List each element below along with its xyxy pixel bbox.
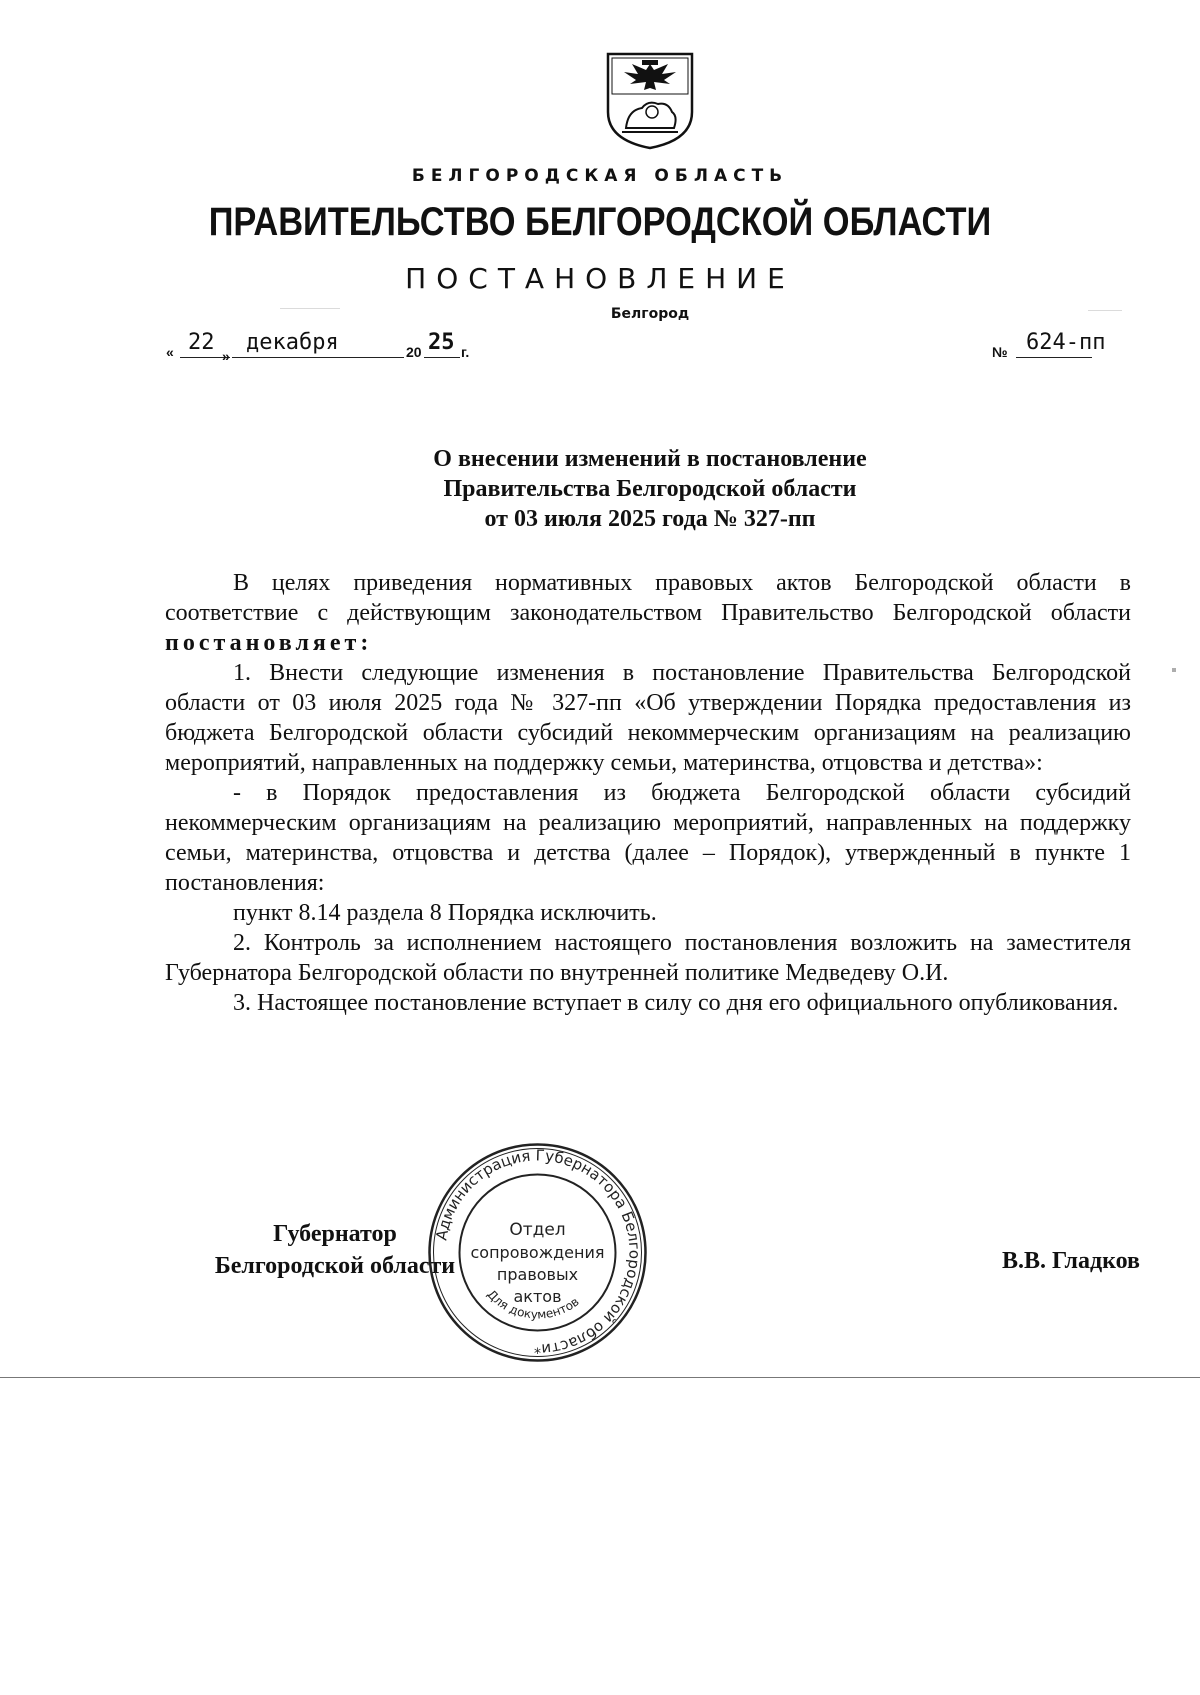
decrees-word: постановляет: [165, 630, 373, 656]
scan-artifact [1088, 310, 1122, 311]
stamp-center-line: Отдел [509, 1220, 566, 1240]
close-quote: » [222, 348, 230, 364]
date-year: 25 [428, 330, 455, 355]
document-body [165, 568, 1131, 1018]
position-line: Белгородской области [214, 1253, 456, 1279]
stamp-center-line: правовых [496, 1265, 579, 1284]
city-name: Белгород [610, 306, 690, 322]
preamble-text: В целях приведения нормативных правовых актов Белгородской области в соответствие с действующим законодательством Правительство Белгородской области [165, 570, 1131, 626]
stamp-ring-text: Администрация Губернатора Белгородской области [432, 1146, 644, 1359]
scan-artifact [280, 308, 340, 309]
title-line: от 03 июля 2025 года № 327-пп [484, 506, 816, 532]
region-name: БЕЛГОРОДСКАЯ ОБЛАСТЬ [411, 166, 789, 186]
title-line: Правительства Белгородской области [443, 476, 857, 502]
scan-artifact [1172, 668, 1176, 672]
item-3: 3. Настоящее постановление вступает в силу со дня его официального опубликования. [233, 990, 1119, 1016]
signatory-name: В.В. Гладков [1001, 1248, 1140, 1274]
date-day: 22 [188, 330, 215, 355]
date-century: 20 [406, 344, 422, 360]
date-number-line [166, 330, 1116, 370]
stamp-star: * [534, 1346, 541, 1362]
page-divider [0, 1377, 1200, 1378]
government-title: ПРАВИТЕЛЬСТВО БЕЛГОРОДСКОЙ ОБЛАСТИ [208, 200, 992, 244]
number-underline [1016, 357, 1092, 358]
open-quote: « [166, 344, 174, 360]
coat-of-arms-icon [602, 50, 698, 150]
position-line: Губернатор [273, 1221, 397, 1247]
official-stamp [425, 1140, 650, 1365]
item-1-subitem: - в Порядок предоставления из бюджета Белгородской области субсидий некоммерческим организациям на реализацию мероприятий, направленных на поддержку семьи, материнства, отцовства и детства (далее – Порядок), утвержденный в пункте 1 постановления: [165, 780, 1131, 896]
date-month: декабря [246, 330, 339, 355]
title-line: О внесении изменений в постановление [433, 446, 867, 472]
document-number: 624-пп [1026, 330, 1106, 355]
preamble-paragraph [165, 568, 1131, 658]
stamp-center-line: сопровождения [470, 1243, 605, 1262]
item-1: 1. Внести следующие изменения в постановление Правительства Белгородской области от 03 июля 2025 года № 327-пп «Об утверждении Порядка предоставления из бюджета Белгородской области субсидий некоммерческим организациям на реализацию мероприятий, направленных на поддержку семьи, материнства, отцовства и детства»: [165, 660, 1131, 776]
number-label: № [992, 344, 1008, 360]
year-suffix: г. [461, 344, 470, 360]
stamp-center-line: актов [513, 1287, 562, 1306]
item-1-subitem-2: пункт 8.14 раздела 8 Порядка исключить. [233, 900, 657, 926]
document-type: ПОСТАНОВЛЕНИЕ [405, 262, 795, 295]
year-underline [424, 357, 460, 358]
month-underline [232, 357, 404, 358]
document-title [0, 444, 1200, 534]
stamp-inner-text: Для документов [484, 1287, 582, 1322]
item-2: 2. Контроль за исполнением настоящего постановления возложить на заместителя Губернатора Белгородской области по внутренней политике Медведеву О.И. [165, 930, 1131, 986]
